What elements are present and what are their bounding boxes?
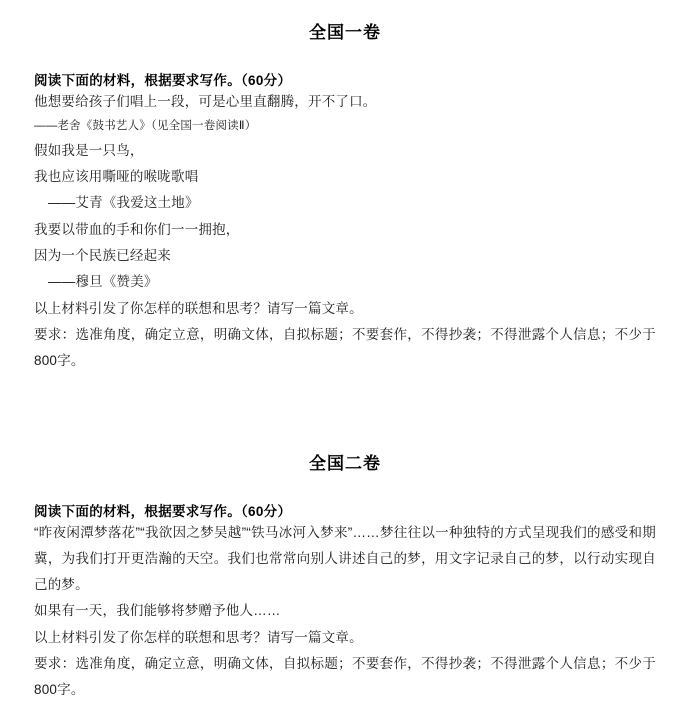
section-divider-space — [0, 375, 690, 419]
writing-prompt-heading: 阅读下面的材料，根据要求写作。（60分） — [34, 503, 292, 519]
material-line: 我要以带血的手和你们一一拥抱， — [34, 221, 240, 237]
material-line: 假如我是一只鸟， — [34, 142, 144, 158]
material-paragraph: 如果有一天，我们能够将梦赠予他人…… — [34, 603, 281, 619]
material-paragraph: “昨夜闲潭梦落花”“我欲因之梦吴越”“铁马冰河入梦来”……梦往往以一种独特的方式呈现我们的感受和期冀，为我们打开更浩瀚的天空。我们也常常向别人讲述自己的梦，用文字记录自己的梦，以行动实现自己的梦。 — [34, 524, 656, 593]
material-source-line: ——穆旦《赞美》 — [48, 274, 158, 290]
material-line: 他想要给孩子们唱上一段，可是心里直翻腾，开不了口。 — [34, 94, 377, 109]
material-line: 我也应该用嘶哑的喉咙歌唱 — [34, 169, 199, 185]
task-requirements: 要求：选准角度，确定立意，明确文体，自拟标题；不要套作，不得抄袭；不得泄露个人信息；不少于800字。 — [34, 326, 656, 369]
section-title: 全国一卷 — [309, 23, 381, 42]
section-title: 全国二卷 — [309, 453, 381, 473]
task-question: 以上材料引发了你怎样的联想和思考？请写一篇文章。 — [34, 629, 363, 645]
section-national-paper-two — [0, 449, 690, 704]
section-national-paper-one — [0, 18, 690, 375]
writing-prompt-heading: 阅读下面的材料，根据要求写作。（60分） — [34, 73, 292, 88]
material-line: 因为一个民族已经起来 — [34, 247, 171, 263]
material-source-line: ——老舍《鼓书艺人》（见全国一卷阅读Ⅱ） — [34, 120, 257, 133]
task-question: 以上材料引发了你怎样的联想和思考？请写一篇文章。 — [34, 300, 363, 316]
document-page — [0, 18, 690, 698]
material-source-line: ——艾青《我爱这土地》 — [48, 195, 199, 211]
task-requirements: 要求：选准角度，确定立意，明确文体，自拟标题；不要套作，不得抄袭；不得泄露个人信息；不少于800字。 — [34, 656, 656, 698]
